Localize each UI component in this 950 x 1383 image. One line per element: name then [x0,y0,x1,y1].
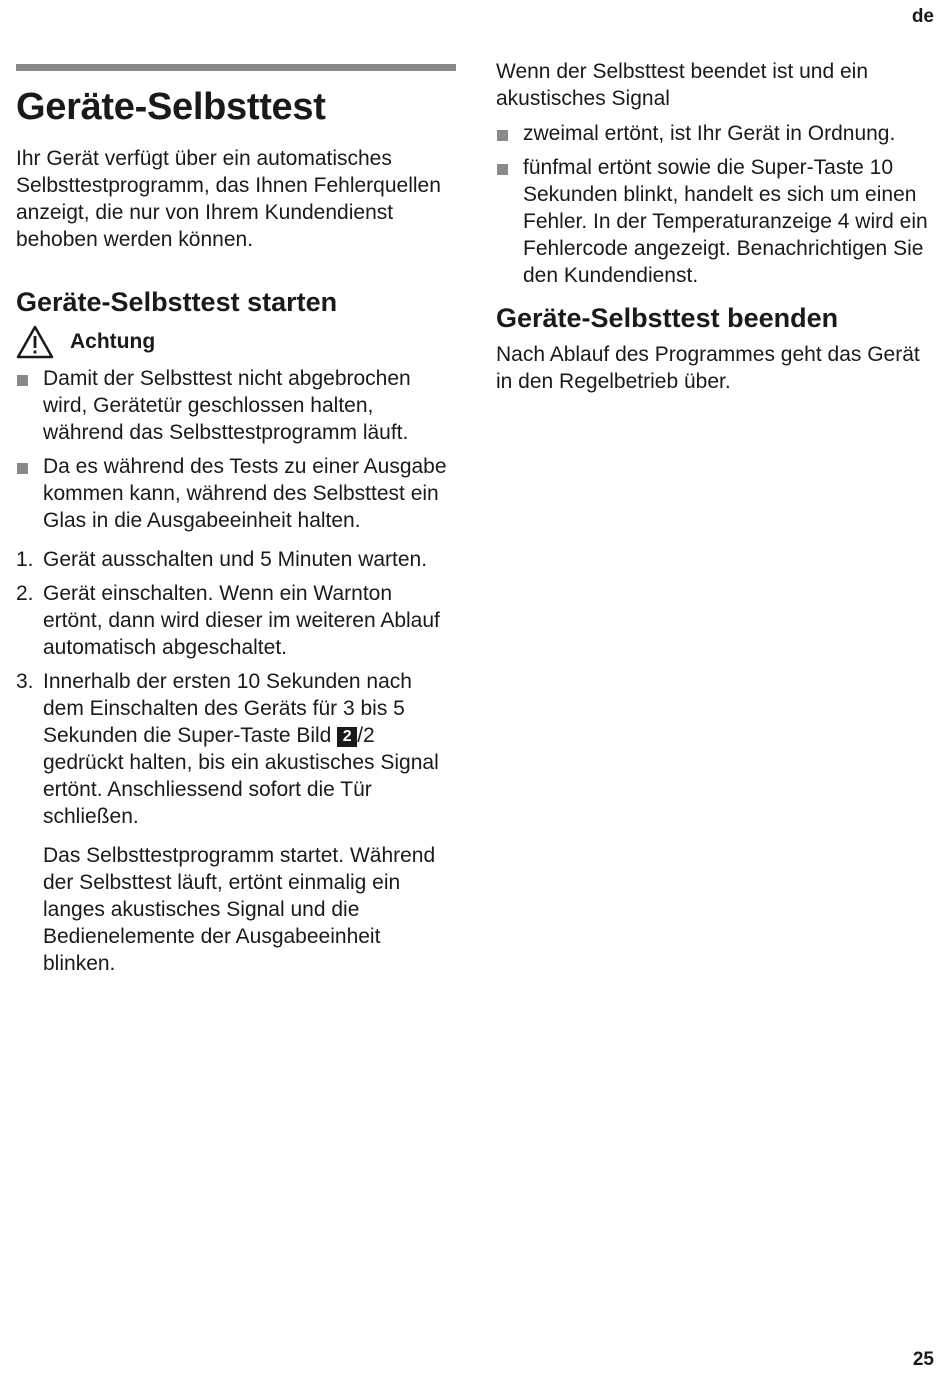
list-item: fünfmal ertönt sowie die Super-Taste 10 Sekunden blinkt, handelt es sich um einen Fehler. In der Temperaturanzeige 4 wird ein Fehlercode angezeigt. Benachrichtigen Sie den Kundendienst. [496,154,936,289]
step-text: Innerhalb der ersten 10 Sekunden nach dem Einschalten des Geräts für 3 bis 5 Sekunden die Super-Taste Bild [43,670,412,747]
step-text: Gerät ausschalten und 5 Minuten warten. [43,548,428,571]
figure-badge: 2 [337,727,357,747]
list-item: Da es während des Tests zu einer Ausgabe kommen kann, während des Selbsttest ein Glas in die Ausgabeeinheit halten. [16,453,456,534]
step-number: 2. [16,582,34,605]
step-item [16,580,456,661]
language-code: de [911,6,934,27]
page-title: Geräte-Selbsttest [16,86,326,128]
page-number: 25 [912,1349,934,1370]
list-item: Damit der Selbsttest nicht abgebrochen wird, Gerätetür geschlossen halten, während das Selbsttestprogramm läuft. [16,365,456,446]
title-rule [16,64,456,71]
after-steps-paragraph: Das Selbsttestprogramm startet. Während der Selbsttest läuft, ertönt einmalig ein langes akustisches Signal und die Bedienelemente der Ausgabeeinheit blinken. [43,844,436,975]
section-title-end: Geräte-Selbsttest beenden [496,303,839,333]
section-title-start: Geräte-Selbsttest starten [16,287,338,317]
step-item [16,668,456,830]
warning-list [16,365,456,534]
list-item: zweimal ertönt, ist Ihr Gerät in Ordnung. [496,120,936,147]
warning-triangle-icon [16,325,54,359]
step-number: 3. [16,670,34,693]
left-column [16,58,456,977]
step-text: Gerät einschalten. Wenn ein Warnton ertönt, dann wird dieser im weiteren Ablauf automatisch abgeschaltet. [43,582,440,659]
warning-label: Achtung [70,330,156,353]
intro-paragraph: Ihr Gerät verfügt über ein automatisches Selbsttestprogramm, das Ihnen Fehlerquellen anzeigt, die nur von Ihrem Kundendienst behoben werden können. [16,147,441,251]
right-column [496,58,936,395]
warning-header [16,325,456,359]
step-text-cont: /2 gedrückt halten, bis ein akustisches Signal ertönt. Anschliessend sofort die Tür schließen. [43,724,439,828]
steps-list [16,546,456,830]
end-paragraph: Nach Ablauf des Programmes geht das Gerät in den Regelbetrieb über. [496,343,920,393]
step-number: 1. [16,548,34,571]
result-list [496,120,936,289]
result-intro: Wenn der Selbsttest beendet ist und ein akustisches Signal [496,60,869,110]
step-item [16,546,456,573]
